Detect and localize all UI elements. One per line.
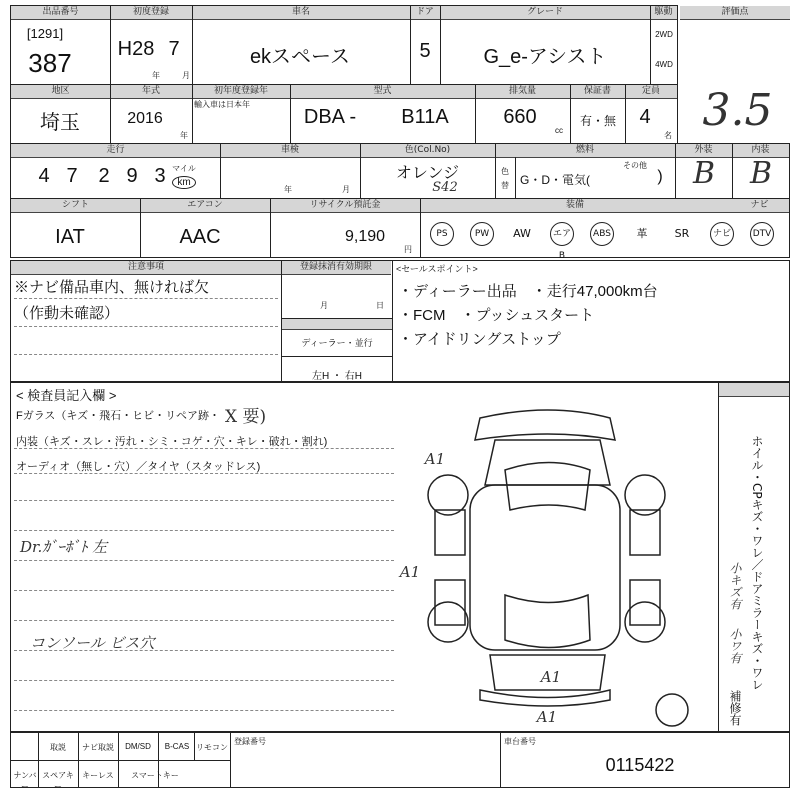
equipment-item: PS [424, 222, 460, 246]
recycle-label: リサイクル預託金 [270, 199, 420, 213]
first-reg-era: H28 [117, 38, 155, 60]
car-name-label: 車名 [192, 6, 410, 20]
equipment-item: エアB [544, 222, 580, 261]
recycle-yen: 円 [404, 245, 412, 254]
cc-unit: cc [555, 126, 563, 135]
grade: G_e-アシスト [483, 46, 607, 68]
right-hand-note-2: 小ワ有 [728, 628, 742, 664]
lot-number: 387 [28, 48, 72, 78]
note-1: ※ナビ備品車内、無ければ欠 [14, 279, 210, 296]
aircon: AAC [179, 226, 221, 248]
first-reg-gatsu: 月 [182, 71, 190, 80]
sales-point: ・アイドリングストップ [398, 331, 561, 348]
displacement: 660 [503, 106, 537, 128]
door-count: 5 [419, 40, 431, 62]
footer-item: ナビ取説 [82, 743, 114, 752]
interior-line: 内装（キズ・スレ・汚れ・シミ・コゲ・穴・キレ・破れ・割れ) [16, 436, 328, 448]
damage-mark: A1 [399, 563, 421, 581]
sales-point: ・ディーラー出品 ・走行47,000km台 [398, 283, 658, 300]
color: オレンジ [395, 165, 460, 182]
warranty-value: 有・無 [579, 114, 616, 128]
model-prefix: DBA - [303, 106, 357, 128]
model-code: B11A [401, 106, 449, 128]
right-column-header [719, 383, 789, 397]
glass-line: Fガラス（キズ・飛石・ヒビ・リペア跡・ [16, 410, 220, 422]
evaluation-score: 3.5 [702, 85, 773, 136]
shift: IAT [55, 226, 85, 248]
first-reg-label: 初度登録 [110, 6, 192, 20]
sales-points-label: <セールスポイント> [396, 264, 478, 274]
color-code: S42 [432, 180, 458, 195]
equipment-item: 革 [636, 227, 648, 240]
footer-item: B-CAS [164, 742, 190, 751]
damage-mark: A1 [536, 708, 558, 726]
aircon-label: エアコン [140, 199, 270, 213]
mileage-digit: 7 [66, 165, 78, 187]
seats: 4 [639, 106, 651, 128]
mile-unit: マイル [172, 164, 196, 173]
recycle-fee: 9,190 [344, 228, 386, 245]
model-year: 2016 [127, 110, 163, 127]
footer-item: スマートキー [131, 771, 179, 780]
drive-4wd: 4WD [655, 60, 673, 69]
notes-label: 注意事項 [11, 261, 281, 275]
mileage-label: 走行 [11, 144, 220, 158]
fuel-close: ) [657, 168, 663, 185]
door-label: ドア [410, 6, 440, 20]
right-column-label: ホイル・CPキズ・ワレ／ドアミラーキズ・ワレ [750, 435, 764, 691]
import-note: 輸入車は日本年 [194, 100, 250, 109]
inspection-nen: 年 [284, 185, 292, 194]
warranty-label: 保証書 [570, 85, 625, 99]
sales-point: ・FCM ・プッシュスタート [398, 307, 595, 324]
registration-day: 日 [376, 301, 384, 310]
seats-label: 定員 [625, 85, 677, 99]
navi-label: ナビ [730, 199, 789, 213]
cc-label: 排気量 [475, 85, 570, 99]
mileage-digit: 3 [154, 165, 166, 187]
fuel-options: G・D・電気( [520, 173, 590, 187]
inspection-gatsu: 月 [342, 185, 350, 194]
model-year-nen: 年 [180, 131, 188, 140]
registration-month: 月 [320, 301, 328, 310]
km-unit: km [172, 176, 196, 189]
color-change-top: 色 [501, 167, 509, 176]
footer-item: DM/SD [125, 742, 151, 751]
year-label: 年式 [110, 85, 192, 99]
registration-number-label: 登録番号 [234, 737, 266, 746]
interior-label: 内装 [732, 144, 789, 158]
glass-mark: X 要) [225, 407, 267, 427]
interior-grade: B [749, 156, 773, 191]
dealer-parallel: ディーラー・並行 [301, 338, 373, 348]
drive-2wd: 2WD [655, 30, 673, 39]
first-reg-month: 7 [168, 38, 180, 60]
chassis-number: 0115422 [605, 755, 675, 775]
damage-mark: A1 [424, 450, 446, 468]
damage-mark: A1 [540, 668, 562, 686]
exterior-grade: B [692, 156, 716, 191]
footer-item: ナンバー [13, 771, 37, 791]
fuel-other: その他 [623, 161, 647, 170]
equipment-item: SR [674, 227, 690, 240]
car-name: ekスペース [249, 46, 351, 68]
mileage-digit: 2 [98, 165, 110, 187]
exterior-label: 外装 [675, 144, 732, 158]
equipment-item: ABS [584, 222, 620, 246]
equipment-list [424, 222, 788, 261]
mileage-digit: 4 [38, 165, 50, 187]
chassis-label: 車台番号 [504, 737, 536, 746]
area: 埼玉 [40, 112, 80, 134]
right-hand-note-3: 補修有 [728, 690, 742, 726]
grade-label: グレード [440, 6, 650, 20]
drive-label: 駆動 [650, 6, 677, 20]
registration-sub-header [282, 319, 392, 330]
equipment-label: 装備 [420, 199, 730, 213]
color-label: 色(Col.No) [360, 144, 495, 158]
footer-item: リモコン [196, 743, 228, 752]
equipment-item: DTV [744, 222, 780, 246]
steering-side: 左H ・ 右H [312, 371, 362, 382]
footer-item: キーレス [82, 771, 114, 780]
first-reg-nen: 年 [152, 71, 160, 80]
lot-bracket: [1291] [26, 26, 64, 41]
inspector-title: < 検査員記入欄 > [16, 388, 117, 403]
import-label: 初年度登録年 [192, 85, 290, 99]
hand-note-1: Dr.ｶﾞｰﾎﾞﾄ 左 [20, 538, 108, 556]
color-change-bottom: 替 [501, 181, 509, 190]
footer-item: スペアキー [42, 771, 74, 791]
registration-label: 登録抹消有効期限 [281, 261, 391, 275]
audio-line: オーディオ（無し・穴）／タイヤ（スタッドレス) [16, 461, 261, 473]
shift-label: シフト [11, 199, 140, 213]
note-2: （作動未確認） [14, 305, 120, 322]
area-label: 地区 [11, 85, 110, 99]
model-label: 型式 [290, 85, 475, 99]
right-hand-note-1: 小キズ有 [728, 562, 742, 610]
fuel-label: 燃料 [495, 144, 675, 158]
seats-unit: 名 [664, 131, 672, 140]
equipment-item: PW [464, 222, 500, 246]
equipment-item: AW [513, 227, 531, 240]
equipment-item: ナビ [704, 222, 740, 246]
hand-note-2: コンソール ビス穴 [30, 634, 155, 652]
mileage-digit: 9 [126, 165, 138, 187]
lot-label: 出品番号 [11, 6, 110, 20]
eval-label: 評価点 [680, 6, 790, 20]
inspection-label: 車検 [220, 144, 360, 158]
footer-item: 取説 [50, 743, 66, 752]
